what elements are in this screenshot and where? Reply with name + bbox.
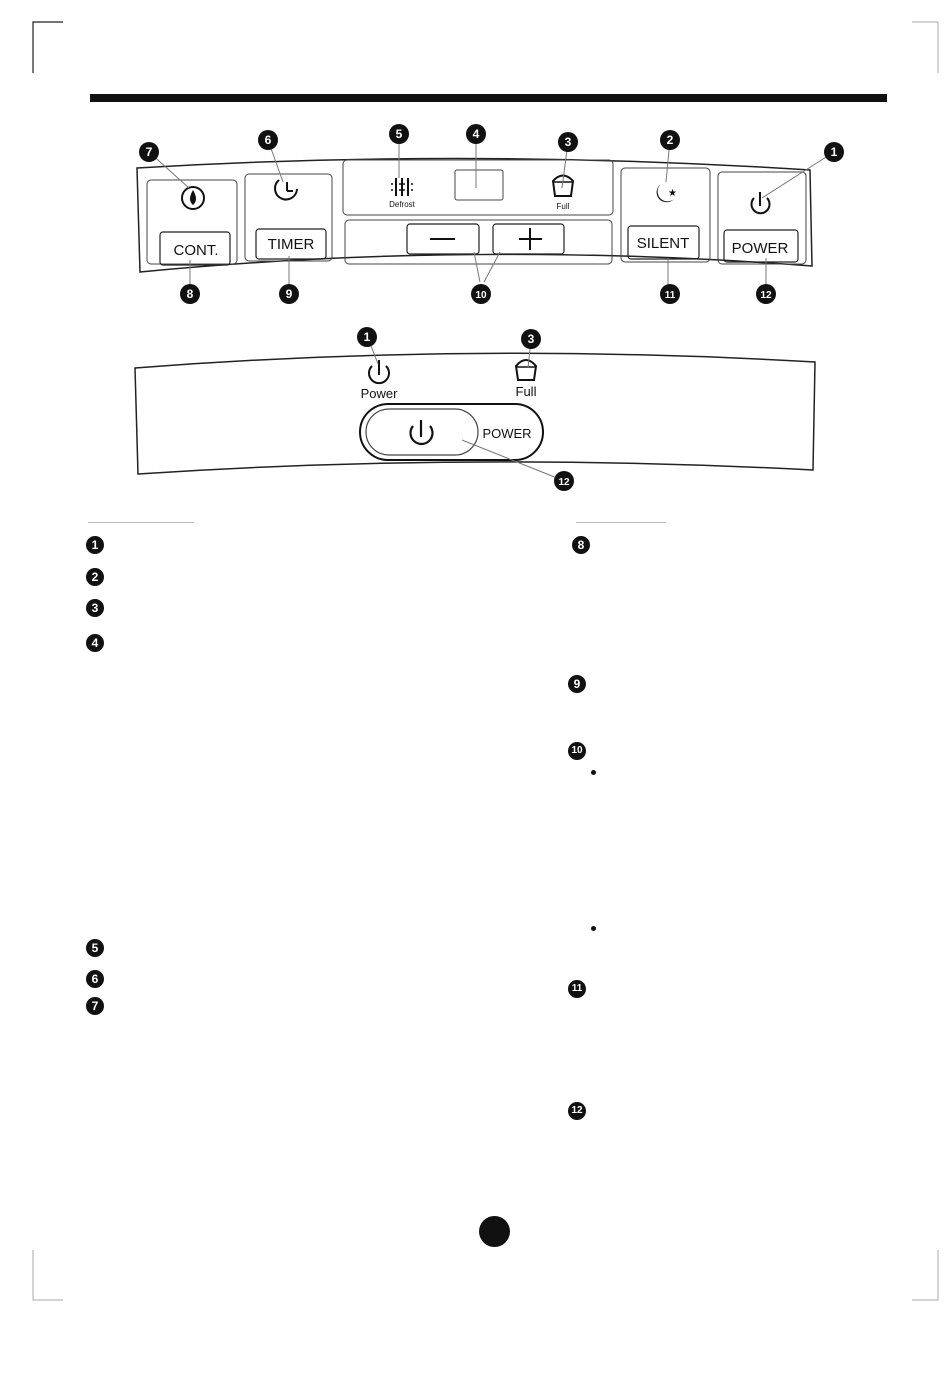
legend-item-8: 8 [572,536,590,554]
legend-right-rule [576,522,666,523]
callout-12 [756,284,776,304]
panel-outline [135,353,815,474]
svg-text:1: 1 [363,330,371,344]
legend-item-10: 10 [568,742,586,760]
power-button-label: POWER [731,240,789,257]
callout-6 [258,130,278,150]
svg-text:8: 8 [186,287,194,301]
legend-item-3: 3 [86,599,104,617]
legend-left-rule [88,522,194,523]
svg-text:4: 4 [472,127,480,141]
callout-12 [554,471,574,491]
callout-3 [521,329,541,349]
callout-9 [279,284,299,304]
legend-item-1: 1 [86,536,104,554]
silent-button-label: SILENT [636,235,690,252]
bucket-icon [516,360,536,380]
legend-item-5: 5 [86,939,104,957]
legend-item-11: 11 [568,980,586,998]
callout-10 [471,284,491,304]
legend-item-7: 7 [86,997,104,1015]
power-pill-label: POWER [482,426,532,441]
legend-item-9: 9 [568,675,586,693]
svg-text:3: 3 [527,332,535,346]
callout-7 [139,142,159,162]
callout-11 [660,284,680,304]
callout-8 [180,284,200,304]
callout-5 [389,124,409,144]
svg-text:5: 5 [395,127,403,141]
defrost-icon [391,178,413,196]
legend-item-4: 4 [86,634,104,652]
control-panel-bottom [0,320,950,500]
power-indicator-label: Power [360,386,398,401]
svg-text:11: 11 [664,290,676,301]
svg-text:12: 12 [558,477,570,488]
callout-1 [824,142,844,162]
digital-display [455,170,503,200]
defrost-label: Defrost [389,200,415,209]
callout-4 [466,124,486,144]
svg-text:9: 9 [285,287,293,301]
timer-button-label: TIMER [267,236,315,253]
svg-text:7: 7 [145,145,153,159]
timer-icon [275,180,297,199]
full-label: Full [556,202,570,211]
power-indicator-icon [369,360,389,383]
moon-star-icon [657,184,677,202]
cont-button-label: CONT. [173,242,219,259]
svg-text:2: 2 [666,133,674,147]
svg-text:10: 10 [475,290,487,301]
svg-text:1: 1 [830,145,838,159]
legend-item-2: 2 [86,568,104,586]
callout-3 [558,132,578,152]
power-icon [411,420,433,444]
legend-item-6: 6 [86,970,104,988]
control-panel-top [0,110,950,310]
page-number-badge [479,1216,510,1247]
svg-text:6: 6 [264,133,272,147]
water-drop-icon [182,187,204,209]
bullet-dot [591,926,596,931]
svg-text:3: 3 [564,135,572,149]
legend-item-12: 12 [568,1102,586,1120]
bullet-dot [591,770,596,775]
callout-2 [660,130,680,150]
callout-1 [357,327,377,347]
header-bar [90,94,887,102]
svg-text:★: ★ [668,188,677,199]
full-indicator-label: Full [515,384,537,399]
svg-text:12: 12 [760,290,772,301]
